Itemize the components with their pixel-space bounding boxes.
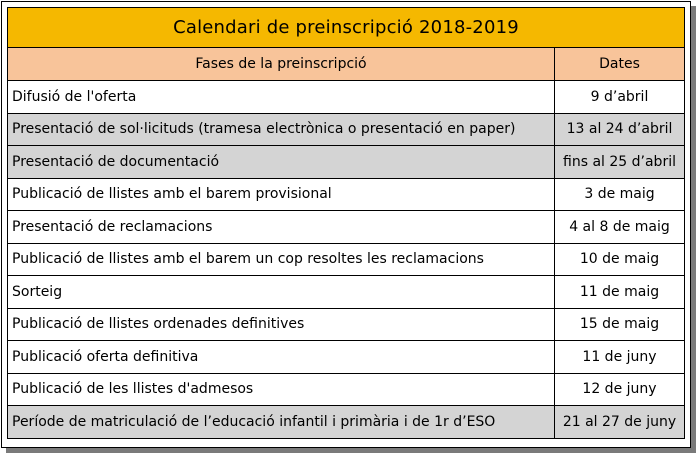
- phase-cell: Publicació de llistes amb el barem provisional: [8, 178, 555, 211]
- date-cell: 15 de maig: [555, 308, 685, 341]
- table-row: [8, 243, 685, 276]
- calendar-frame: [1, 1, 691, 448]
- phase-cell: Presentació de reclamacions: [8, 211, 555, 244]
- table-title: Calendari de preinscripció 2018-2019: [8, 8, 685, 48]
- header-phases: Fases de la preinscripció: [8, 48, 555, 81]
- phase-cell: Període de matriculació de l’educació infantil i primària i de 1r d’ESO: [8, 406, 555, 439]
- phase-cell: Presentació de documentació: [8, 146, 555, 179]
- phase-cell: Difusió de l'oferta: [8, 81, 555, 114]
- date-cell: 3 de maig: [555, 178, 685, 211]
- calendar-table: [7, 7, 685, 439]
- date-cell: 12 de juny: [555, 373, 685, 406]
- date-cell: 21 al 27 de juny: [555, 406, 685, 439]
- table-row: [8, 276, 685, 309]
- phase-cell: Publicació de llistes amb el barem un cop resoltes les reclamacions: [8, 243, 555, 276]
- table-row: [8, 406, 685, 439]
- phase-cell: Publicació de les llistes d'admesos: [8, 373, 555, 406]
- header-row: [8, 48, 685, 81]
- date-cell: 13 al 24 d’abril: [555, 113, 685, 146]
- date-cell: 11 de juny: [555, 341, 685, 374]
- table-row: [8, 113, 685, 146]
- table-row: [8, 308, 685, 341]
- table-row: [8, 341, 685, 374]
- phase-cell: Publicació oferta definitiva: [8, 341, 555, 374]
- date-cell: 4 al 8 de maig: [555, 211, 685, 244]
- date-cell: fins al 25 d’abril: [555, 146, 685, 179]
- table-row: [8, 178, 685, 211]
- phase-cell: Sorteig: [8, 276, 555, 309]
- header-dates: Dates: [555, 48, 685, 81]
- table-row: [8, 373, 685, 406]
- date-cell: 9 d’abril: [555, 81, 685, 114]
- table-row: [8, 81, 685, 114]
- phase-cell: Publicació de llistes ordenades definitives: [8, 308, 555, 341]
- date-cell: 11 de maig: [555, 276, 685, 309]
- phase-cell: Presentació de sol·licituds (tramesa electrònica o presentació en paper): [8, 113, 555, 146]
- table-row: [8, 146, 685, 179]
- table-row: [8, 211, 685, 244]
- title-row: [8, 8, 685, 48]
- date-cell: 10 de maig: [555, 243, 685, 276]
